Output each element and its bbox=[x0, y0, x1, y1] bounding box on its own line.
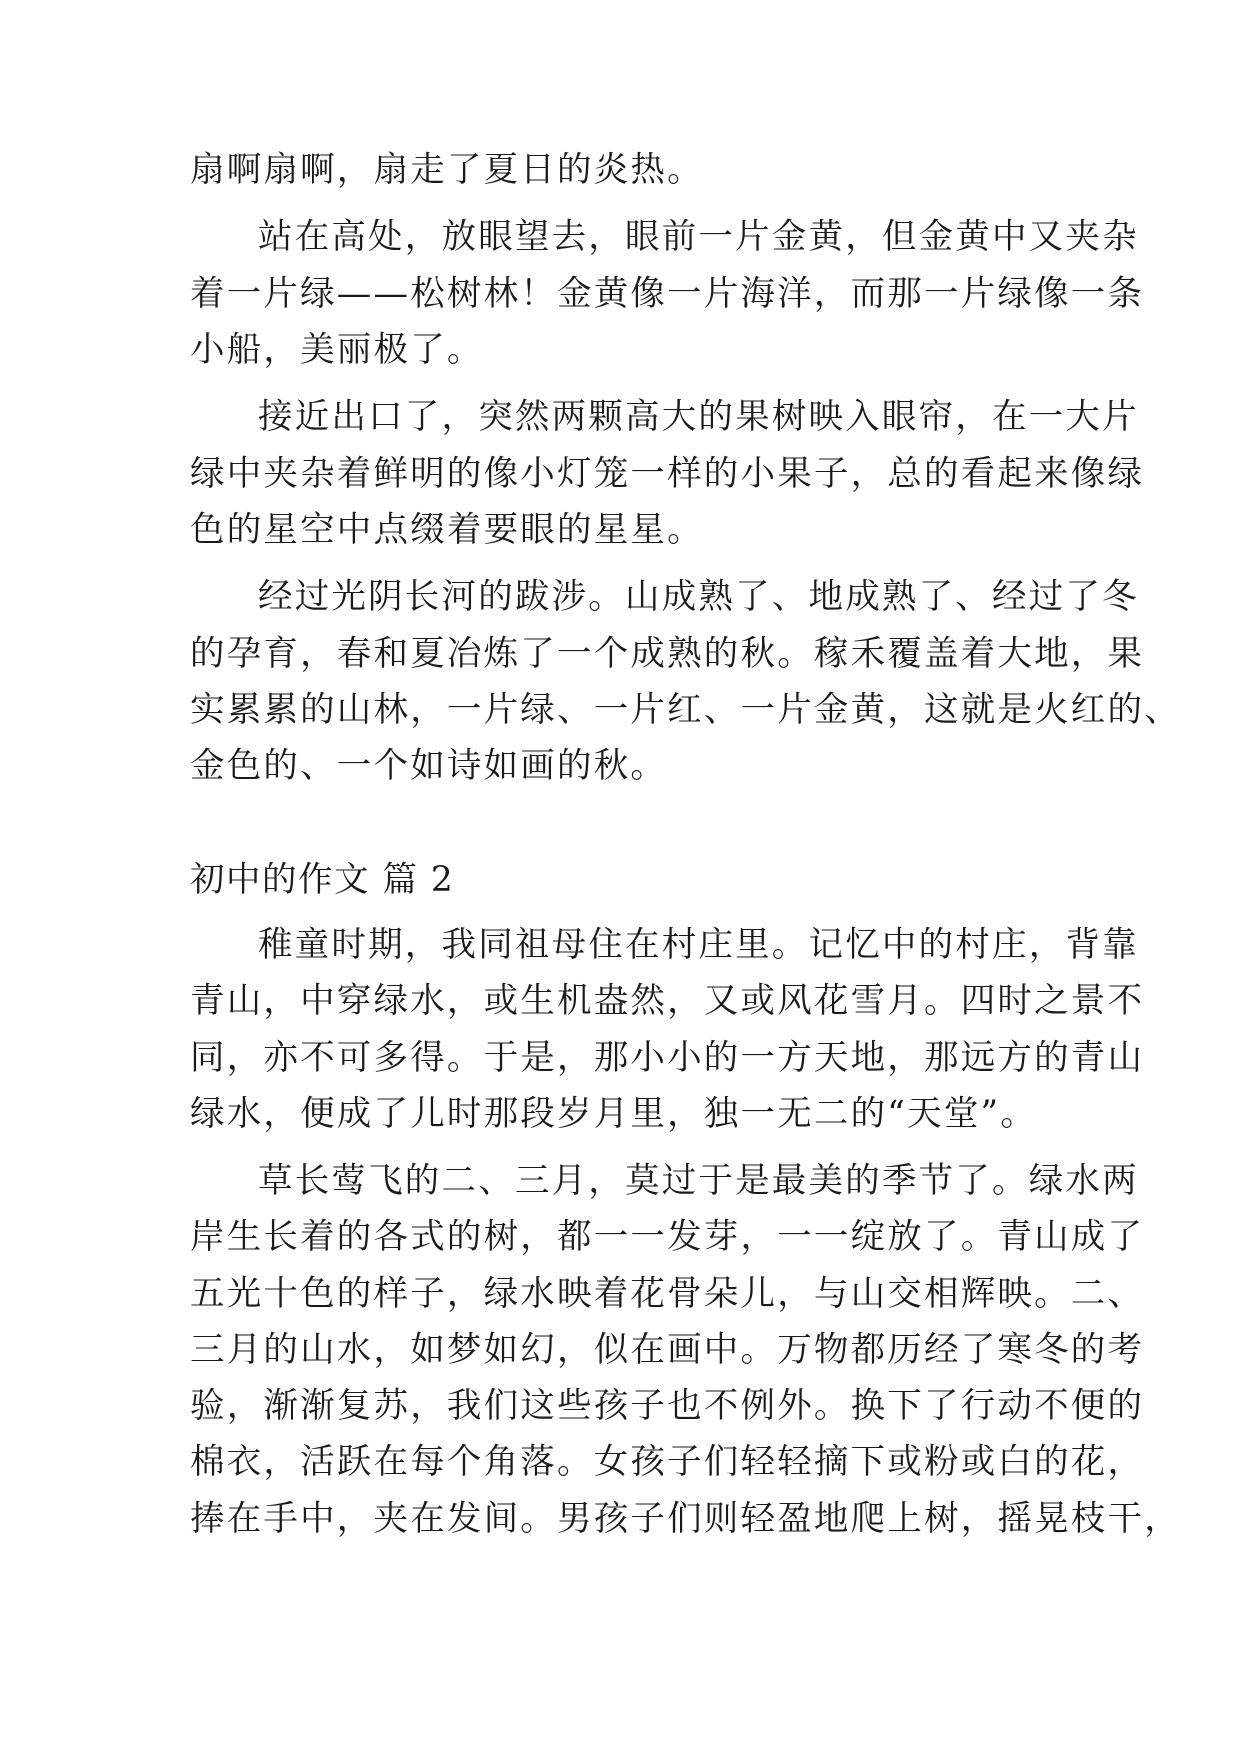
text-line: 三月的山水，如梦如幻，似在画中。万物都历经了寒冬的考 bbox=[190, 1330, 1145, 1370]
paragraph-first-line: 接近出口了，突然两颗高大的果树映入眼帘，在一大片 bbox=[258, 397, 1139, 437]
text-line: 金色的、一个如诗如画的秋。 bbox=[190, 746, 668, 786]
text-line: 验，渐渐复苏，我们这些孩子也不例外。换下了行动不便的 bbox=[190, 1386, 1145, 1426]
text-line: 扇啊扇啊，扇走了夏日的炎热。 bbox=[190, 150, 704, 190]
text-line: 岸生长着的各式的树，都一一发芽，一一绽放了。青山成了 bbox=[190, 1217, 1145, 1257]
text-line: 同，亦不可多得。于是，那小小的一方天地，那远方的青山 bbox=[190, 1038, 1145, 1078]
text-line: 的孕育，春和夏冶炼了一个成熟的秋。稼禾覆盖着大地，果 bbox=[190, 634, 1145, 674]
text-line: 色的星空中点缀着要眼的星星。 bbox=[190, 510, 704, 550]
text-line: 实累累的山林，一片绿、一片红、一片金黄，这就是火红的、 bbox=[190, 690, 1181, 730]
text-line: 绿中夹杂着鲜明的像小灯笼一样的小果子，总的看起来像绿 bbox=[190, 454, 1145, 494]
text-line: 着一片绿——松树林！金黄像一片海洋，而那一片绿像一条 bbox=[190, 274, 1145, 314]
paragraph-first-line: 草长莺飞的二、三月，莫过于是最美的季节了。绿水两 bbox=[258, 1161, 1139, 1201]
text-line: 绿水，便成了儿时那段岁月里，独一无二的“天堂”。 bbox=[190, 1094, 1038, 1134]
text-line: 小船，美丽极了。 bbox=[190, 330, 484, 370]
paragraph-first-line: 经过光阴长河的跋涉。山成熟了、地成熟了、经过了冬 bbox=[258, 577, 1139, 617]
paragraph-first-line: 稚童时期，我同祖母住在村庄里。记忆中的村庄，背靠 bbox=[258, 925, 1139, 965]
section-heading: 初中的作文 篇 2 bbox=[190, 860, 455, 900]
text-line: 青山，中穿绿水，或生机盎然，又或风花雪月。四时之景不 bbox=[190, 981, 1145, 1021]
paragraph-first-line: 站在高处，放眼望去，眼前一片金黄，但金黄中又夹杂 bbox=[258, 217, 1139, 257]
text-line: 五光十色的样子，绿水映着花骨朵儿，与山交相辉映。二、 bbox=[190, 1274, 1145, 1314]
text-line: 棉衣，活跃在每个角落。女孩子们轻轻摘下或粉或白的花， bbox=[190, 1442, 1145, 1482]
text-line: 捧在手中，夹在发间。男孩子们则轻盈地爬上树，摇晃枝干， bbox=[190, 1499, 1181, 1539]
